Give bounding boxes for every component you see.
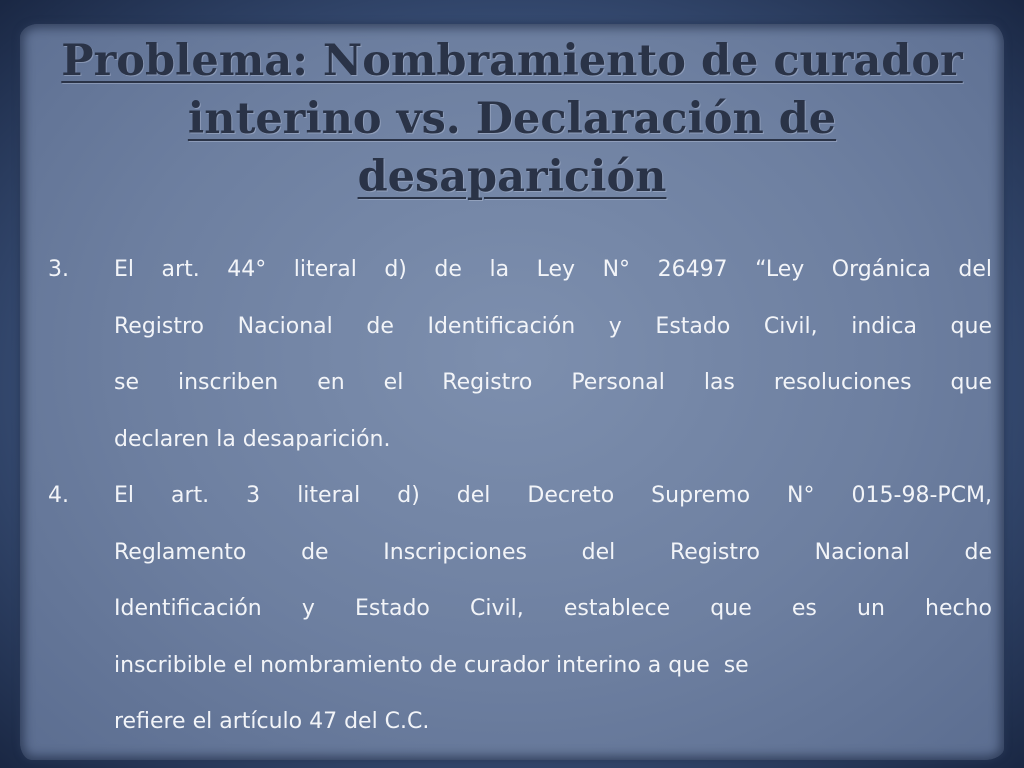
list-item-line: declaren la desaparición.	[114, 426, 391, 452]
title-line-3: desaparición	[357, 152, 667, 202]
title-line-1: Problema: Nombramiento de curador	[61, 36, 963, 86]
list-item-line: El art. 3 literal d) del Decreto Supremo N° 015-98-PCM,	[114, 483, 992, 508]
list-number: 4.	[48, 483, 69, 508]
list-item-line: Registro Nacional de Identificación y Estado Civil, indica que	[114, 313, 992, 339]
list-item-line: inscribible el nombramiento de curador interino a que se	[114, 652, 749, 678]
list-item-line: Reglamento de Inscripciones del Registro Nacional de	[114, 539, 992, 565]
list-number: 3.	[48, 257, 69, 282]
numbered-list	[48, 242, 992, 751]
list-item-line: El art. 44° literal d) de la Ley N° 26497 “Ley Orgánica del	[114, 257, 992, 282]
title-line-2: interino vs. Declaración de	[187, 94, 837, 144]
list-item-3	[48, 242, 992, 468]
list-item-line: refiere el artículo 47 del C.C.	[114, 709, 430, 734]
list-item-line: Identificación y Estado Civil, establece que es un hecho	[114, 596, 992, 621]
list-item-4	[48, 468, 992, 751]
list-item-line: se inscriben en el Registro Personal las resoluciones que	[114, 370, 992, 395]
slide-title	[40, 32, 984, 206]
